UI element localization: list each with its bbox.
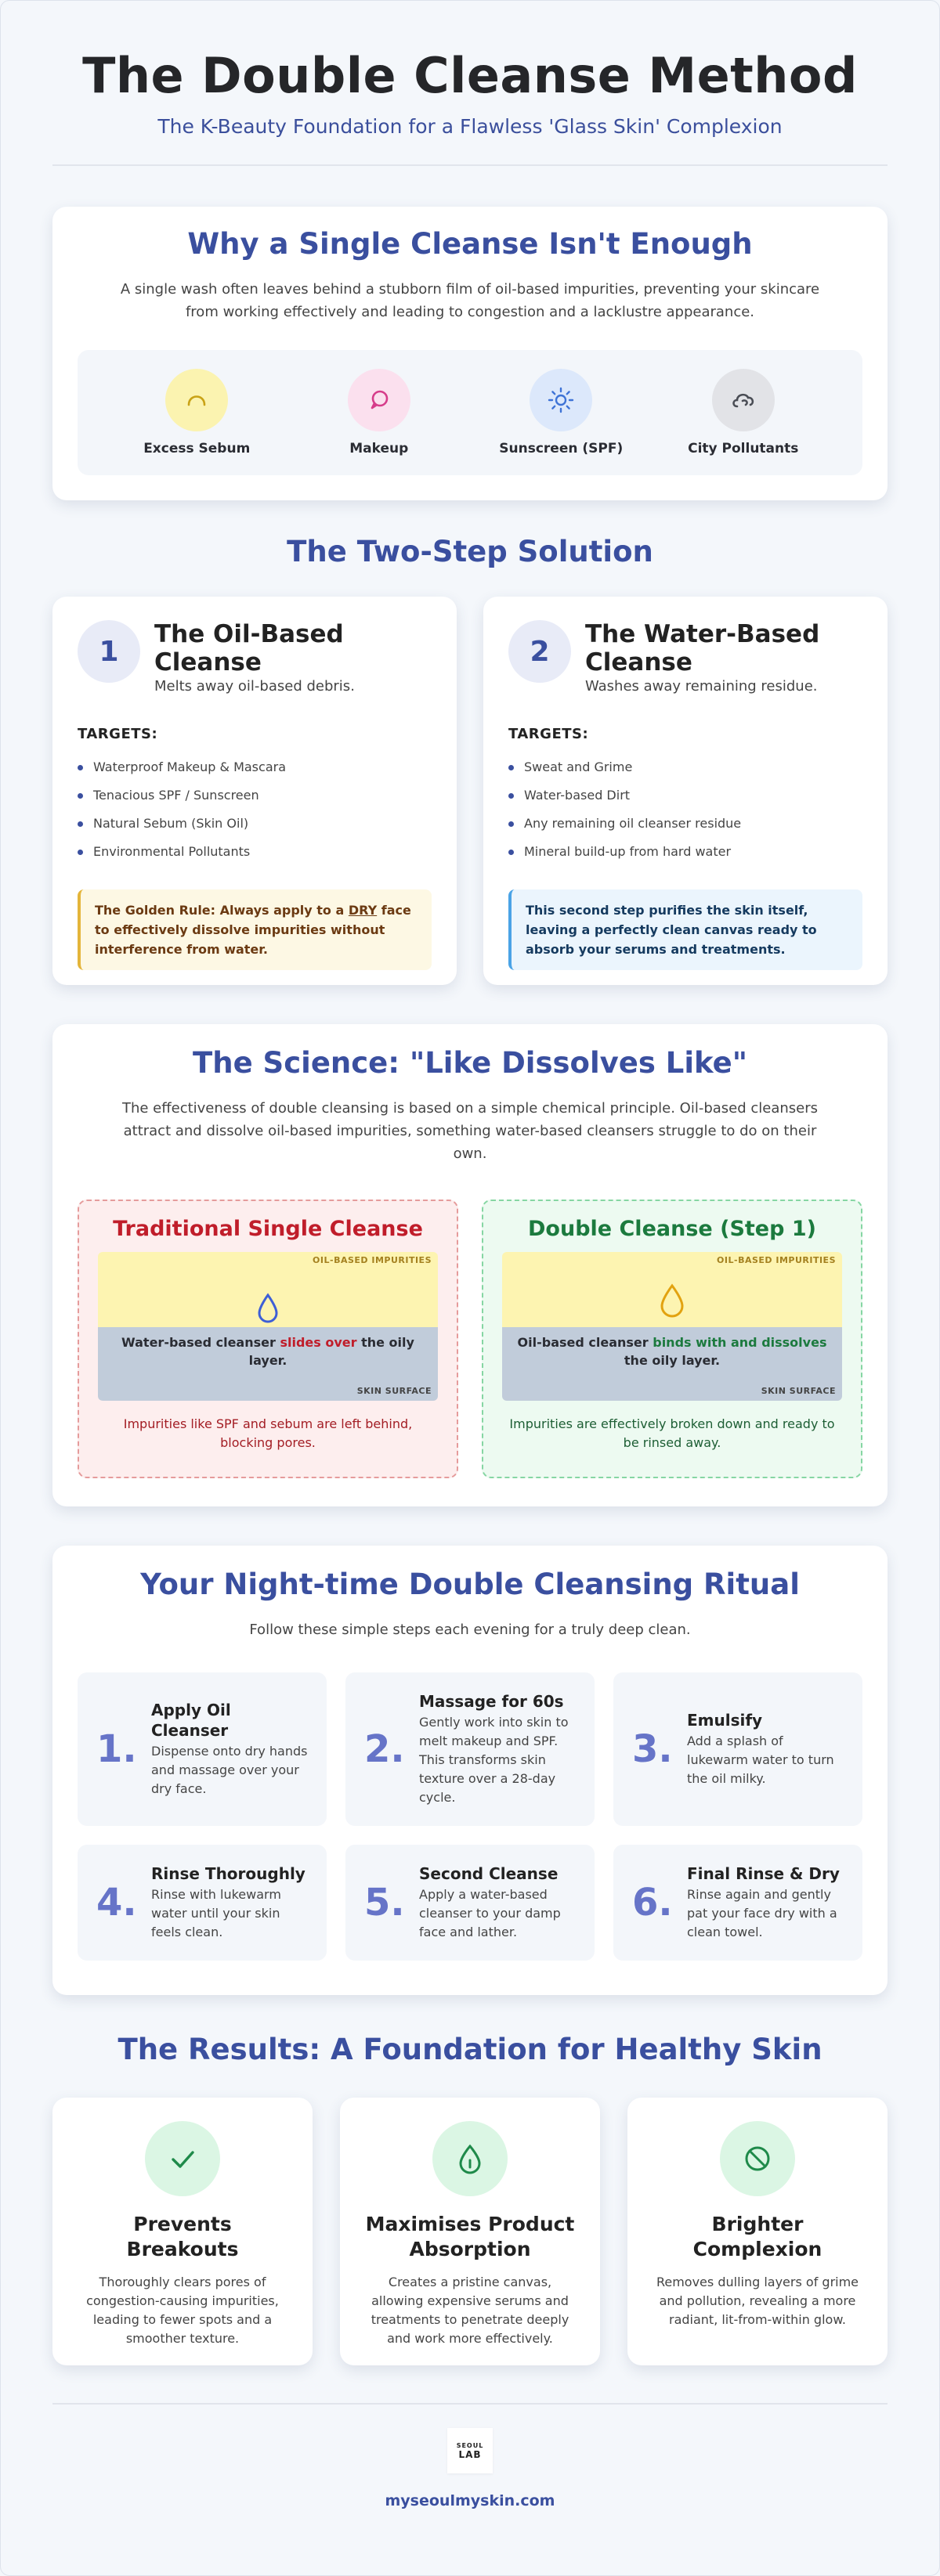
double-cleanse-diagram xyxy=(502,1252,842,1401)
ritual-step-title: Massage for 60s xyxy=(419,1692,564,1711)
step-card-water xyxy=(483,597,888,985)
step-subtitle: Melts away oil-based debris. xyxy=(154,678,355,695)
ritual-step-number: 1. xyxy=(96,1727,137,1771)
target-item: Tenacious SPF / Sunscreen xyxy=(78,781,432,810)
impurity-item xyxy=(475,369,647,456)
targets-list xyxy=(508,753,862,866)
double-cleanse-caption: Oil-based cleanser binds with and dissolves the oily layer. xyxy=(517,1335,827,1368)
single-cleanse-diagram xyxy=(98,1252,438,1401)
why-section xyxy=(52,207,888,500)
result-card xyxy=(52,2098,313,2365)
page-subtitle: The K-Beauty Foundation for a Flawless 'Glass Skin' Complexion xyxy=(157,115,783,138)
impurity-item xyxy=(293,369,465,456)
purify-note: This second step purifies the skin itself, leaving a perfectly clean canvas ready to absorb your serums and treatments. xyxy=(508,889,862,970)
two-step-cards xyxy=(52,597,888,985)
ritual-step-text: Rinse with lukewarm water until your skin feels clean. xyxy=(151,1887,281,1939)
ritual-step-title: Second Cleanse xyxy=(419,1864,559,1883)
target-item: Any remaining oil cleanser residue xyxy=(508,810,862,838)
double-cleanse-box xyxy=(482,1200,862,1478)
logo-line1: SEOUL xyxy=(456,2441,484,2449)
step-number: 2 xyxy=(508,620,571,683)
ritual-step-title: Emulsify xyxy=(687,1711,763,1730)
ritual-steps xyxy=(78,1672,862,1961)
target-item: Waterproof Makeup & Mascara xyxy=(78,753,432,781)
results-cards xyxy=(52,2098,888,2365)
ritual-step-text: Apply a water-based cleanser to your damp face and lather. xyxy=(419,1887,561,1939)
oil-drop-icon xyxy=(658,1283,686,1322)
ritual-step-number: 2. xyxy=(364,1727,405,1771)
cloud-icon xyxy=(712,369,775,431)
two-step-title: The Two-Step Solution xyxy=(287,535,653,568)
ritual-step xyxy=(613,1672,862,1826)
brand-logo xyxy=(447,2428,493,2473)
impurities-row xyxy=(78,350,862,475)
oil-arc-icon xyxy=(165,369,228,431)
target-item: Environmental Pollutants xyxy=(78,838,432,866)
step-header xyxy=(508,620,862,695)
targets-label: TARGETS: xyxy=(508,726,589,742)
impurity-label: Makeup xyxy=(349,441,409,456)
single-cleanse-caption: Water-based cleanser slides over the oily layer. xyxy=(121,1335,414,1368)
single-cleanse-box xyxy=(78,1200,458,1478)
impurity-item xyxy=(110,369,283,456)
single-cleanse-title: Traditional Single Cleanse xyxy=(113,1217,423,1241)
ritual-step-number: 4. xyxy=(96,1881,137,1925)
ritual-title: Your Night-time Double Cleansing Ritual xyxy=(140,1568,800,1601)
target-item: Sweat and Grime xyxy=(508,753,862,781)
result-text: Thoroughly clears pores of congestion-causing impurities, leading to fewer spots and a smoother texture. xyxy=(86,2275,279,2346)
target-item: Mineral build-up from hard water xyxy=(508,838,862,866)
impurity-label: City Pollutants xyxy=(688,441,799,456)
ritual-step xyxy=(613,1845,862,1961)
step-subtitle: Washes away remaining residue. xyxy=(585,678,818,695)
ritual-step-title: Rinse Thoroughly xyxy=(151,1864,306,1883)
target-item: Water-based Dirt xyxy=(508,781,862,810)
why-description: A single wash often leaves behind a stubborn film of oil-based impurities, preventing your skincare from working effectively and leading to congestion and a lacklustre appearance. xyxy=(120,281,820,320)
result-text: Creates a pristine canvas, allowing expensive serums and treatments to penetrate deeply and work more effectively. xyxy=(371,2275,569,2346)
ritual-step-text: Gently work into skin to melt makeup and SPF. This transforms skin texture over a 28-day cycle. xyxy=(419,1715,569,1805)
page-title: The Double Cleanse Method xyxy=(82,47,858,104)
makeup-bubble-icon xyxy=(348,369,410,431)
no-dullness-icon xyxy=(720,2121,795,2196)
skin-layer-label: SKIN SURFACE xyxy=(761,1386,836,1396)
impurity-item xyxy=(657,369,830,456)
impurity-label: Sunscreen (SPF) xyxy=(499,441,624,456)
footer xyxy=(52,2403,888,2509)
result-card xyxy=(627,2098,888,2365)
target-item: Natural Sebum (Skin Oil) xyxy=(78,810,432,838)
science-section xyxy=(52,1024,888,1506)
ritual-step-text: Add a splash of lukewarm water to turn the oil milky. xyxy=(687,1734,834,1786)
result-card xyxy=(340,2098,600,2365)
ritual-step xyxy=(345,1845,595,1961)
double-cleanse-title: Double Cleanse (Step 1) xyxy=(528,1217,816,1241)
result-title: Maximises Product Absorption xyxy=(365,2213,575,2260)
science-title: The Science: "Like Dissolves Like" xyxy=(193,1046,747,1080)
targets-list xyxy=(78,753,432,866)
skin-layer-label: SKIN SURFACE xyxy=(356,1386,432,1396)
step-card-oil xyxy=(52,597,457,985)
impurity-label: Excess Sebum xyxy=(143,441,251,456)
single-cleanse-result: Impurities like SPF and sebum are left behind, blocking pores. xyxy=(123,1416,413,1450)
step-header xyxy=(78,620,432,695)
ritual-step xyxy=(78,1845,327,1961)
ritual-section xyxy=(52,1546,888,1995)
logo-line2: LAB xyxy=(458,2448,482,2460)
ritual-step-text: Rinse again and gently pat your face dry with a clean towel. xyxy=(687,1887,837,1939)
double-cleanse-result: Impurities are effectively broken down and ready to be rinsed away. xyxy=(509,1416,835,1450)
ritual-step xyxy=(345,1672,595,1826)
check-icon xyxy=(145,2121,220,2196)
result-text: Removes dulling layers of grime and pollution, revealing a more radiant, lit-from-within glow. xyxy=(656,2275,859,2327)
results-title: The Results: A Foundation for Healthy Skin xyxy=(118,2033,822,2066)
ritual-step-title: Final Rinse & Dry xyxy=(687,1864,840,1883)
step-number: 1 xyxy=(78,620,140,683)
step-title: The Oil-Based Cleanse xyxy=(154,620,344,676)
step-title: The Water-Based Cleanse xyxy=(585,620,820,676)
ritual-step-title: Apply Oil Cleanser xyxy=(151,1701,231,1740)
result-title: Brighter Complexion xyxy=(692,2213,822,2260)
result-title: Prevents Breakouts xyxy=(126,2213,239,2260)
science-description: The effectiveness of double cleansing is based on a simple chemical principle. Oil-based cleansers attract and dissolve oil-based impurities, something water-based cleansers struggle to do on their own. xyxy=(121,1100,819,1162)
ritual-step-number: 3. xyxy=(632,1727,673,1771)
ritual-step-number: 5. xyxy=(364,1881,405,1925)
water-drop-icon xyxy=(256,1293,280,1327)
why-title: Why a Single Cleanse Isn't Enough xyxy=(187,227,753,261)
sun-icon xyxy=(530,369,592,431)
oil-layer-label: OIL-BASED IMPURITIES xyxy=(313,1255,432,1265)
ritual-step-number: 6. xyxy=(632,1881,673,1925)
droplet-icon xyxy=(432,2121,508,2196)
oil-layer-label: OIL-BASED IMPURITIES xyxy=(717,1255,836,1265)
golden-rule-note: The Golden Rule: Always apply to a DRY face to effectively dissolve impurities without interference from water. xyxy=(78,889,432,970)
comparison xyxy=(78,1200,862,1478)
ritual-step xyxy=(78,1672,327,1826)
ritual-description: Follow these simple steps each evening for a truly deep clean. xyxy=(249,1622,691,1638)
header xyxy=(52,46,888,166)
ritual-step-text: Dispense onto dry hands and massage over your dry face. xyxy=(151,1744,308,1796)
targets-label: TARGETS: xyxy=(78,726,158,742)
website-link[interactable]: myseoulmyskin.com xyxy=(385,2492,555,2509)
